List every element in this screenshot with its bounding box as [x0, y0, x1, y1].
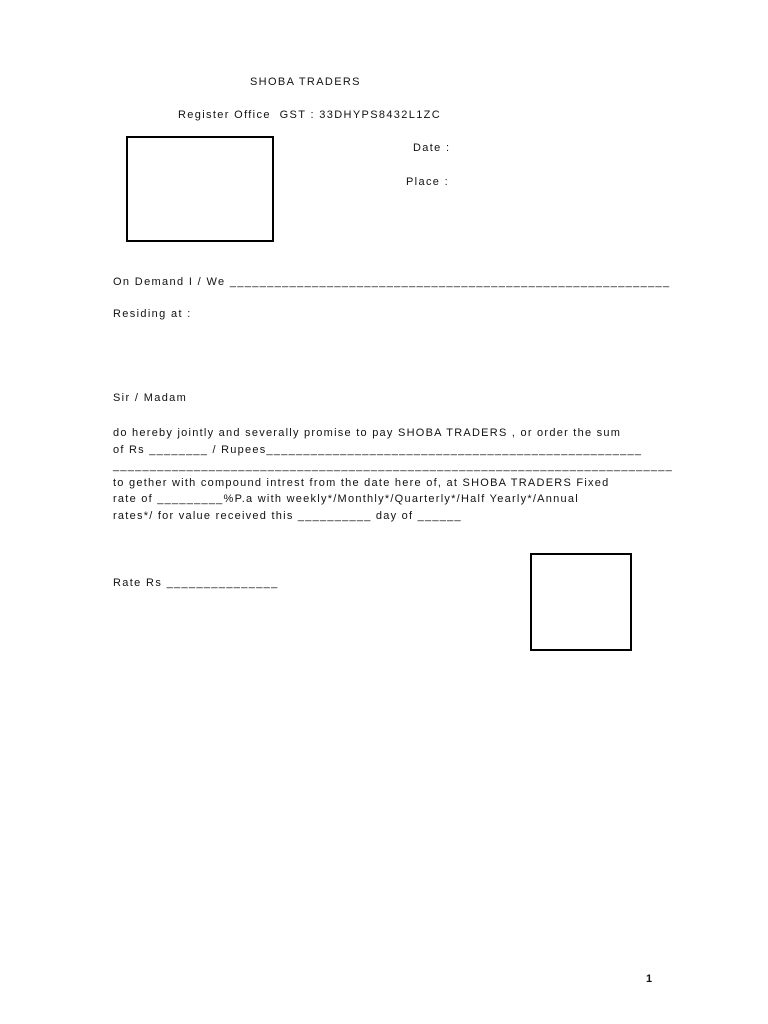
paragraph-line: rate of _________%P.a with weekly*/Monthly*/Quarterly*/Half Yearly*/Annual [113, 493, 579, 506]
promise-paragraph [113, 425, 673, 525]
paragraph-line: ____________________________________________________________________________ [113, 460, 673, 473]
paragraph-line: rates*/ for value received this __________ day of ______ [113, 509, 462, 522]
register-office-gst: Register Office GST : 33DHYPS8432L1ZC [178, 109, 442, 121]
residing-label: Residing at : [113, 308, 192, 320]
photo-box-left [126, 136, 274, 242]
stamp-box-right [530, 553, 632, 651]
rate-line: Rate Rs _______________ [113, 577, 279, 589]
company-title: SHOBA TRADERS [250, 76, 361, 88]
paragraph-line: to gether with compound intrest from the date here of, at SHOBA TRADERS Fixed [113, 476, 610, 489]
salutation: Sir / Madam [113, 392, 188, 404]
page-number: 1 [646, 973, 653, 985]
on-demand-line: On Demand I / We ___________________________________________________________ [113, 276, 671, 288]
paragraph-line: of Rs ________ / Rupees___________________________________________________ [113, 443, 643, 456]
date-label: Date : [413, 142, 451, 154]
paragraph-line: do hereby jointly and severally promise to pay SHOBA TRADERS , or order the sum [113, 427, 622, 439]
place-label: Place : [406, 176, 450, 188]
